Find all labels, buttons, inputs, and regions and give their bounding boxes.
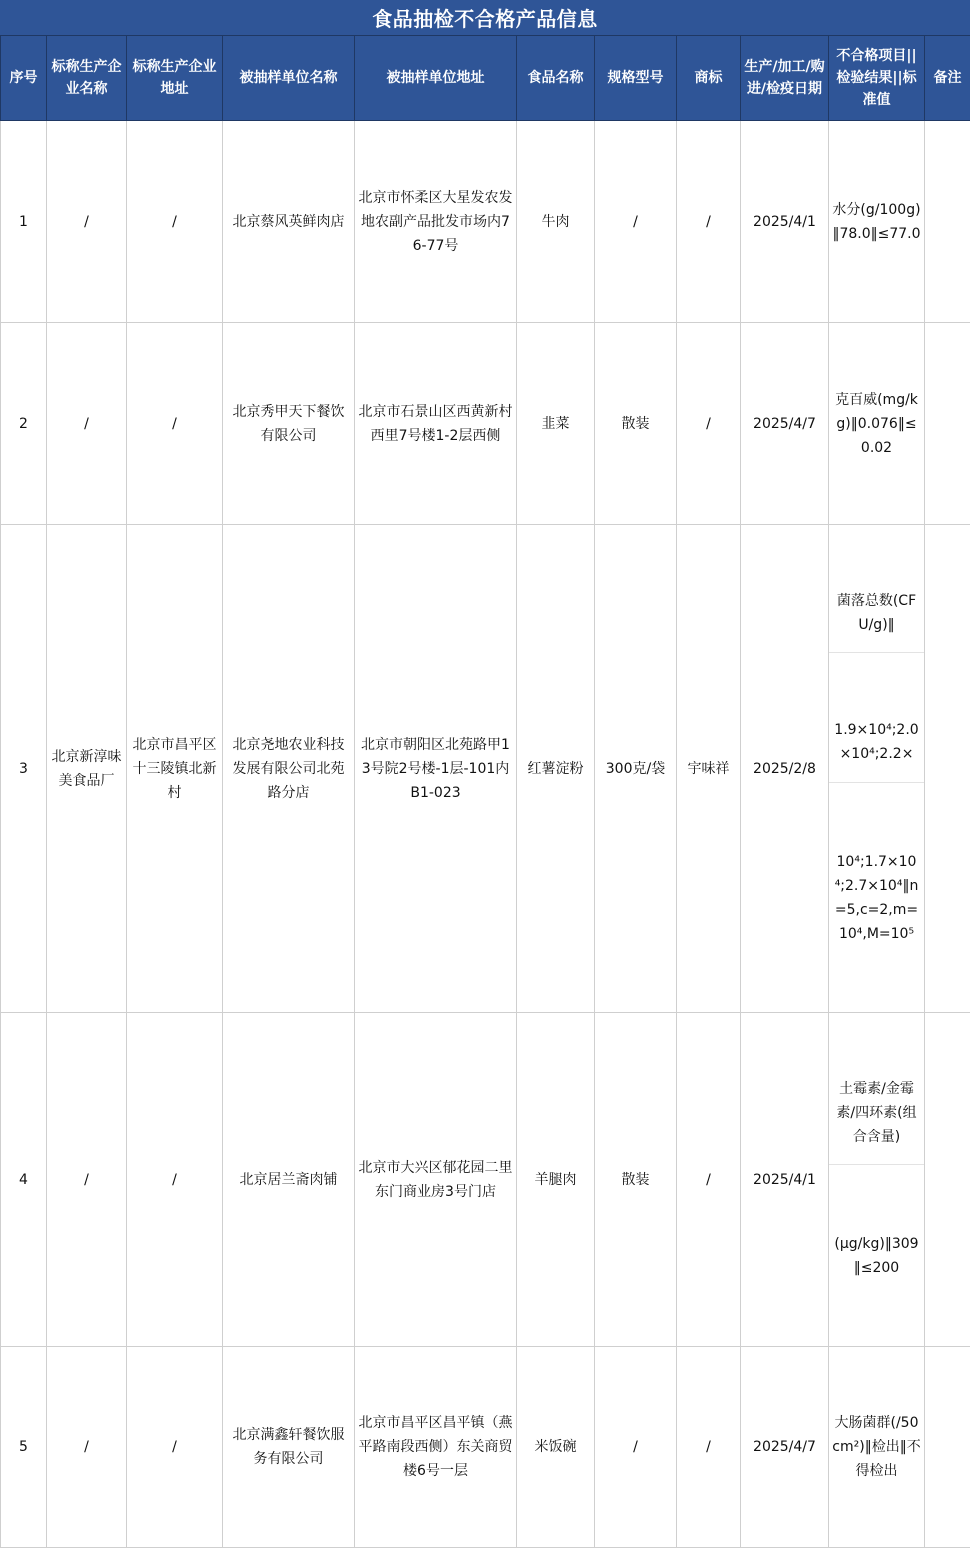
- result-line: (μg/kg)‖309‖≤200: [829, 1213, 924, 1298]
- cell-sampled-unit: 北京秀甲天下餐饮有限公司: [223, 323, 355, 525]
- cell-date: 2025/4/7: [741, 323, 829, 525]
- cell-note: [925, 323, 970, 525]
- cell-maker: /: [47, 323, 127, 525]
- cell-result: [829, 121, 925, 323]
- result-line: 土霉素/金霉素/四环素(组合含量): [829, 1061, 924, 1165]
- col-header-no: 序号: [1, 36, 47, 121]
- col-header-note: 备注: [925, 36, 970, 121]
- cell-result: [829, 1347, 925, 1548]
- cell-sampled-unit: 北京满鑫轩餐饮服务有限公司: [223, 1347, 355, 1548]
- cell-date: 2025/2/8: [741, 525, 829, 1013]
- cell-no: 1: [1, 121, 47, 323]
- cell-brand: /: [677, 1347, 741, 1548]
- result-line: 水分(g/100g)‖78.0‖≤77.0: [829, 169, 924, 274]
- cell-result: [829, 1013, 925, 1347]
- cell-food-name: 红薯淀粉: [517, 525, 595, 1013]
- col-header-maker-address: 标称生产企业地址: [127, 36, 223, 121]
- cell-maker-address: /: [127, 1347, 223, 1548]
- inspection-table: [0, 35, 970, 1548]
- cell-sampled-unit: 北京蔡风英鲜肉店: [223, 121, 355, 323]
- col-header-date: 生产/加工/购进/检疫日期: [741, 36, 829, 121]
- result-line: 克百威(mg/kg)‖0.076‖≤0.02: [829, 371, 924, 476]
- cell-spec: /: [595, 121, 677, 323]
- cell-date: 2025/4/7: [741, 1347, 829, 1548]
- cell-maker-address: /: [127, 1013, 223, 1347]
- col-header-result: 不合格项目||检验结果||标准值: [829, 36, 925, 121]
- col-header-food-name: 食品名称: [517, 36, 595, 121]
- cell-brand: /: [677, 323, 741, 525]
- cell-sampled-unit-address: 北京市怀柔区大星发农发地农副产品批发市场内76-77号: [355, 121, 517, 323]
- cell-date: 2025/4/1: [741, 1013, 829, 1347]
- cell-food-name: 羊腿肉: [517, 1013, 595, 1347]
- cell-brand: 宇味祥: [677, 525, 741, 1013]
- cell-sampled-unit-address: 北京市朝阳区北苑路甲13号院2号楼-1层-101内B1-023: [355, 525, 517, 1013]
- cell-note: [925, 525, 970, 1013]
- table-row: [1, 1013, 970, 1347]
- cell-date: 2025/4/1: [741, 121, 829, 323]
- table-row: [1, 121, 970, 323]
- cell-sampled-unit-address: 北京市石景山区西黄新村西里7号楼1-2层西侧: [355, 323, 517, 525]
- cell-maker: 北京新淳味美食品厂: [47, 525, 127, 1013]
- result-line: 10⁴;1.7×10⁴;2.7×10⁴‖n=5,c=2,m=10⁴,M=10⁵: [829, 831, 924, 964]
- cell-maker: /: [47, 1347, 127, 1548]
- col-header-sampled-unit: 被抽样单位名称: [223, 36, 355, 121]
- cell-sampled-unit: 北京居兰斋肉铺: [223, 1013, 355, 1347]
- cell-no: 4: [1, 1013, 47, 1347]
- result-line: 大肠菌群(/50cm²)‖检出‖不得检出: [829, 1395, 924, 1499]
- cell-note: [925, 1013, 970, 1347]
- table-row: [1, 1347, 970, 1548]
- cell-result: [829, 323, 925, 525]
- cell-sampled-unit-address: 北京市大兴区郁花园二里东门商业房3号门店: [355, 1013, 517, 1347]
- cell-result: [829, 525, 925, 1013]
- result-line: 1.9×10⁴;2.0×10⁴;2.2×: [829, 701, 924, 783]
- cell-spec: 散装: [595, 1013, 677, 1347]
- cell-note: [925, 1347, 970, 1548]
- cell-maker-address: 北京市昌平区十三陵镇北新村: [127, 525, 223, 1013]
- col-header-sampled-unit-address: 被抽样单位地址: [355, 36, 517, 121]
- cell-no: 2: [1, 323, 47, 525]
- cell-food-name: 米饭碗: [517, 1347, 595, 1548]
- cell-maker-address: /: [127, 121, 223, 323]
- cell-spec: 300克/袋: [595, 525, 677, 1013]
- cell-sampled-unit-address: 北京市昌平区昌平镇（燕平路南段西侧）东关商贸楼6号一层: [355, 1347, 517, 1548]
- cell-spec: /: [595, 1347, 677, 1548]
- table-title: 食品抽检不合格产品信息: [0, 0, 970, 35]
- table-row: [1, 525, 970, 1013]
- cell-brand: /: [677, 121, 741, 323]
- cell-note: [925, 121, 970, 323]
- cell-maker-address: /: [127, 323, 223, 525]
- cell-maker: /: [47, 1013, 127, 1347]
- cell-maker: /: [47, 121, 127, 323]
- cell-spec: 散装: [595, 323, 677, 525]
- header-row: [1, 36, 970, 121]
- cell-sampled-unit: 北京尧地农业科技发展有限公司北苑路分店: [223, 525, 355, 1013]
- col-header-spec: 规格型号: [595, 36, 677, 121]
- cell-food-name: 牛肉: [517, 121, 595, 323]
- table-row: [1, 323, 970, 525]
- col-header-brand: 商标: [677, 36, 741, 121]
- cell-food-name: 韭菜: [517, 323, 595, 525]
- cell-no: 5: [1, 1347, 47, 1548]
- result-line: 菌落总数(CFU/g)‖: [829, 573, 924, 653]
- cell-brand: /: [677, 1013, 741, 1347]
- cell-no: 3: [1, 525, 47, 1013]
- col-header-maker: 标称生产企业名称: [47, 36, 127, 121]
